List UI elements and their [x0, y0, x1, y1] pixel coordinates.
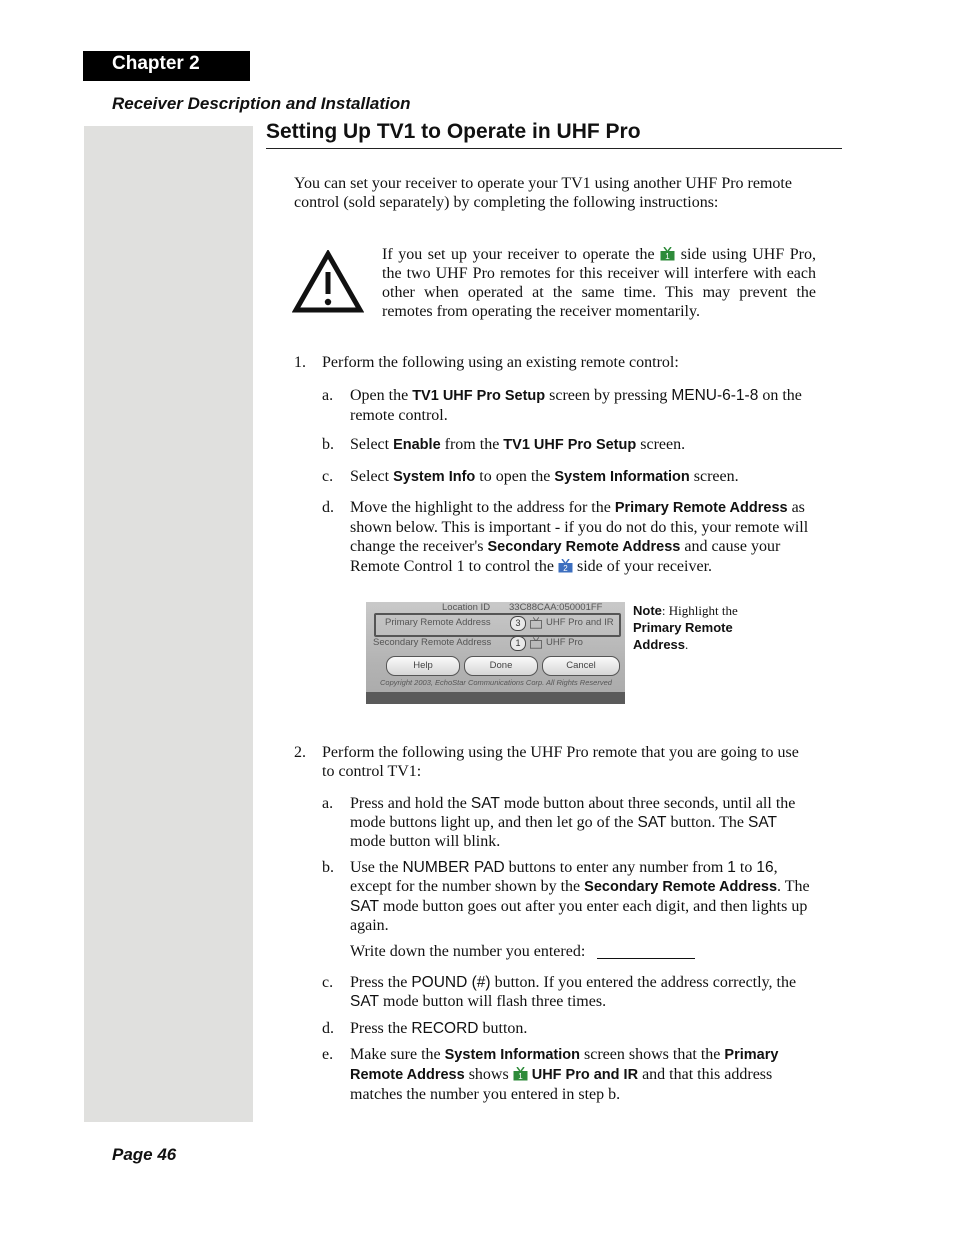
copyright-text: Copyright 2003, EchoStar Communications Corp. All Rights Reserved	[380, 678, 612, 687]
intro-paragraph: You can set your receiver to operate your TV1 using another UHF Pro remote control (sold separately) by completing the following instructions:	[294, 175, 792, 211]
substep-text: Press the RECORD button.	[350, 1020, 528, 1037]
page-number: Page 46	[112, 1145, 177, 1164]
substep-letter: c.	[322, 974, 334, 991]
substep-letter: b.	[322, 436, 334, 453]
primary-address-mode: UHF Pro and IR	[546, 617, 614, 628]
tv2-icon-number: 2	[563, 564, 568, 573]
primary-address-label: Primary Remote Address	[385, 617, 491, 628]
warning-icon	[292, 250, 364, 314]
help-button: Help	[386, 656, 460, 676]
substep-text: Press and hold the SAT mode button about three seconds, until all the mode buttons light up, and then let go of the SAT button. The SAT mode button will blink.	[350, 795, 796, 850]
warning-text-part1: If you set up your receiver to operate the	[382, 246, 655, 263]
screenshot-footer-bar	[366, 692, 625, 704]
done-button: Done	[464, 656, 538, 676]
substep-text: Use the NUMBER PAD buttons to enter any number from 1 to 16, except for the number shown by the Secondary Remote Address. The SAT mode button goes out after you enter each digit, and then lights up again. Write down the number you entered:	[350, 858, 842, 961]
step-1	[294, 353, 840, 373]
step-text: Perform the following using an existing remote control:	[322, 354, 679, 371]
substep-letter: c.	[322, 468, 334, 485]
warning-text	[382, 245, 816, 321]
substep-text: Open the TV1 UHF Pro Setup screen by pressing MENU-6-1-8 on the remote control.	[350, 387, 802, 424]
note-label: Note	[633, 603, 662, 618]
step-1d	[322, 498, 842, 576]
write-number-line: Write down the number you entered:	[350, 942, 842, 961]
step-2a	[322, 794, 842, 852]
tv2-icon	[558, 559, 573, 573]
step-2	[294, 743, 840, 783]
primary-address-number: 3	[510, 616, 526, 631]
step-number: 1.	[294, 354, 306, 371]
chapter-label: Chapter 2	[112, 53, 200, 74]
section-header: Receiver Description and Installation	[112, 94, 411, 113]
step-2d	[322, 1019, 842, 1039]
substep-letter: b.	[322, 859, 334, 876]
left-margin-band	[84, 126, 253, 1122]
substep-letter: a.	[322, 387, 334, 404]
step-2b	[322, 858, 842, 962]
cancel-button: Cancel	[542, 656, 620, 676]
secondary-address-label: Secondary Remote Address	[373, 637, 492, 648]
warning-text-part2: side using UHF Pro, the two UHF Pro remotes for this receiver will interfere with each other when operated at the same time. This may prevent the remotes from operating the receiver momentarily.	[382, 246, 817, 320]
substep-letter: a.	[322, 795, 334, 812]
system-info-screenshot	[366, 602, 625, 704]
step-text: Perform the following using the UHF Pro remote that you are going to use to control TV1:	[322, 744, 799, 780]
tv1-icon	[513, 1067, 528, 1081]
tv1-icon-number: 1	[665, 252, 670, 261]
step-2e	[322, 1045, 842, 1105]
tv1-icon	[660, 247, 675, 261]
substep-text: Select Enable from the TV1 UHF Pro Setup screen.	[350, 436, 686, 453]
location-value: 33C88CAA:050001FF	[509, 602, 603, 613]
secondary-address-number: 1	[510, 636, 526, 651]
tv1-icon-number: 1	[517, 1072, 523, 1081]
step-number: 2.	[294, 744, 306, 761]
substep-letter: e.	[322, 1046, 334, 1063]
page-title: Setting Up TV1 to Operate in UHF Pro	[266, 120, 842, 149]
secondary-address-mode: UHF Pro	[546, 637, 583, 648]
substep-letter: d.	[322, 1020, 334, 1037]
location-label: Location ID	[442, 602, 491, 613]
substep-text: Make sure the System Information screen shows that the Primary Remote Address shows 1 UHF Pro and IR and that this address matches the number you entered in step b.	[350, 1046, 779, 1103]
primary-tv-icon	[530, 617, 542, 629]
substep-text: Press the POUND (#) button. If you entered the address correctly, the SAT mode button will flash three times.	[350, 974, 797, 1010]
secondary-tv-icon	[530, 637, 542, 649]
note-text: : Highlight the	[661, 603, 738, 618]
step-1c	[322, 467, 842, 487]
note-bold-text: Primary Remote Address	[633, 620, 733, 652]
substep-letter: d.	[322, 499, 334, 516]
step-1a	[322, 386, 842, 426]
screenshot-note: Note: Highlight the Primary Remote Address.	[633, 603, 738, 652]
step-2c	[322, 973, 842, 1013]
step-1b	[322, 435, 842, 455]
substep-text: Move the highlight to the address for the Primary Remote Address as shown below. This is important - if you do not do this, your remote will change the receiver's Secondary Remote Address and cause your Remote Control 1 to control the 2 side of your receiver.	[350, 499, 809, 575]
substep-text: Select System Info to open the System Information screen.	[350, 468, 739, 485]
blank-entry-line	[597, 958, 695, 959]
chapter-tab	[83, 51, 250, 81]
